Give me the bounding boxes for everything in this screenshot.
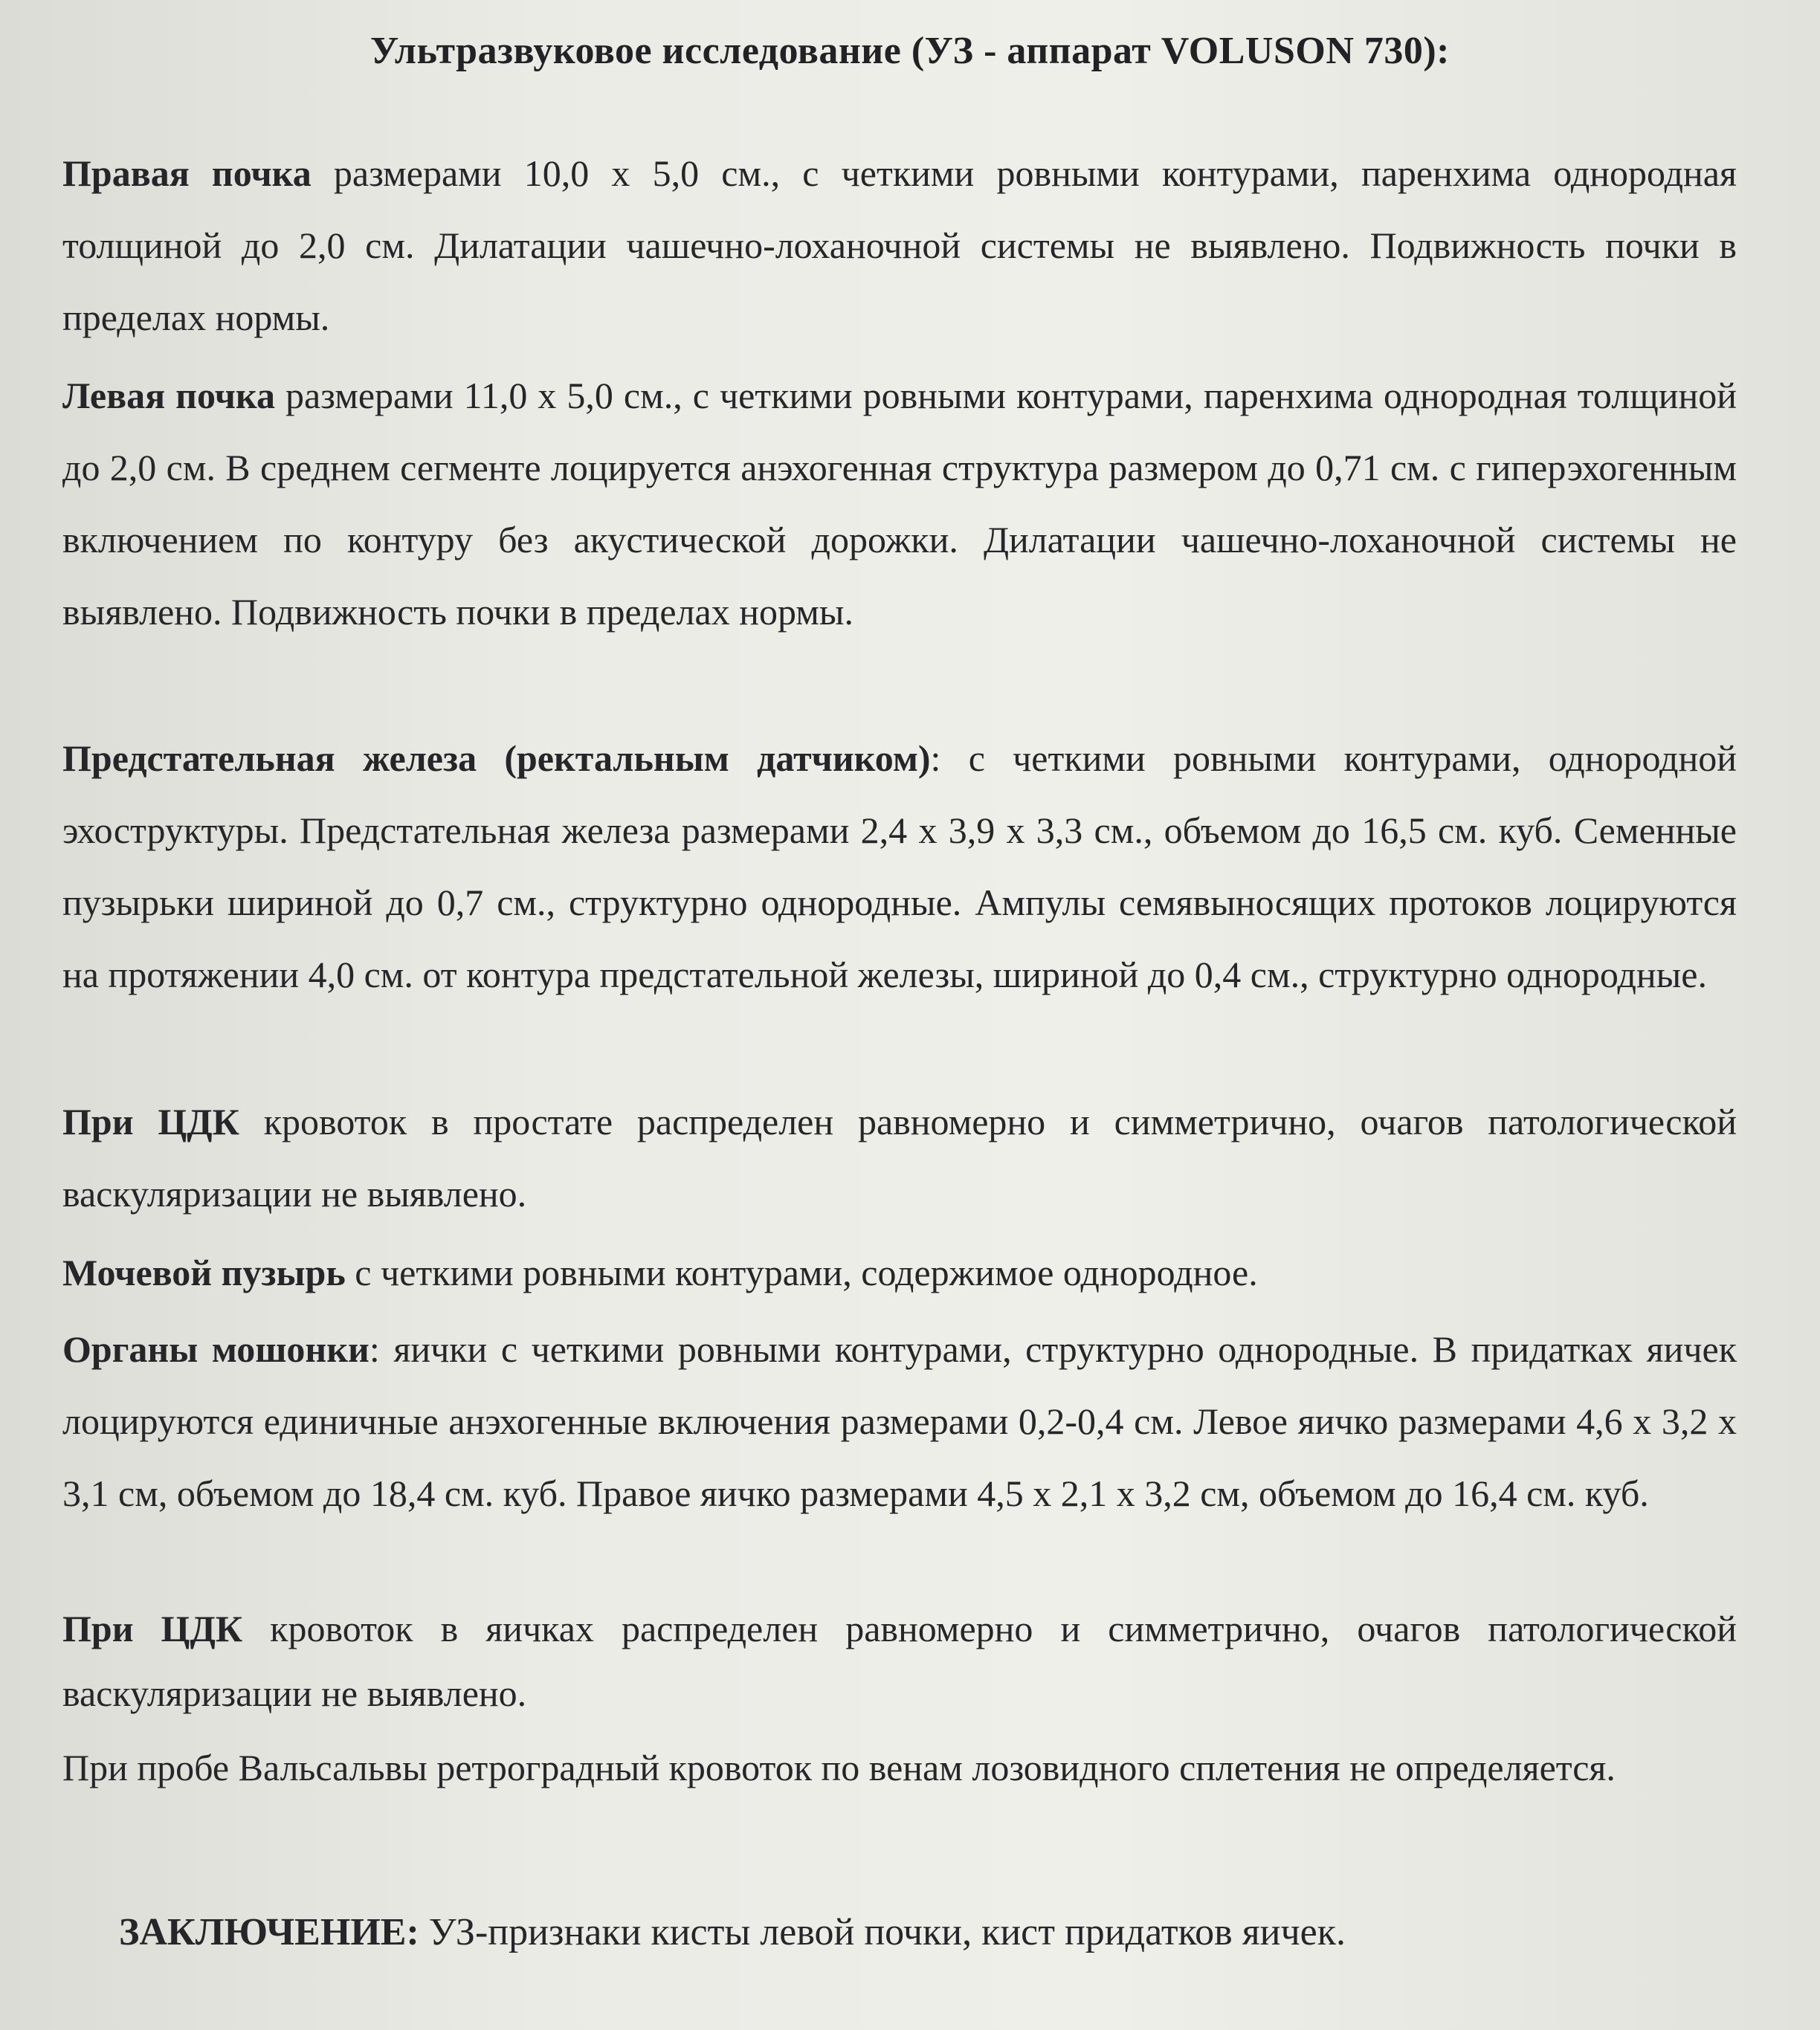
conclusion-text: УЗ-признаки кисты левой почки, кист придатков яичек. [419,1911,1346,1953]
section-separator [312,152,334,194]
section-body: кровоток в яичках распределен равномерно и симметрично, очагов патологической васкуляризации не выявлено. [62,1608,1737,1714]
section-separator [242,1608,270,1649]
section-heading: Предстательная железа (ректальным датчиком) [62,737,931,779]
section-separator [346,1252,355,1293]
section-heading: Левая почка [62,375,275,416]
section-heading: При ЦДК [62,1101,239,1142]
section-separator: : [369,1328,394,1370]
section-body: размерами 11,0 х 5,0 см., с четкими ровными контурами, паренхима однородная толщиной до 2,0 см. В среднем сегменте лоцируется анэхогенная структура размером до 0,71 см. с гиперэхогенным включением по контуру без акустической дорожки. Дилатации чашечно-лоханочной системы не выявлено. Подвижность почки в пределах нормы. [62,375,1737,633]
section-testes-doppler [62,1597,1737,1726]
section-body: размерами 10,0 х 5,0 см., с четкими ровными контурами, паренхима однородная толщиной до 2,0 см. Дилатации чашечно-лоханочной системы не выявлено. Подвижность почки в пределах нормы. [62,152,1737,338]
section-separator: : [930,737,969,779]
conclusion-label: ЗАКЛЮЧЕНИЕ: [119,1911,419,1953]
section-heading: Правая почка [62,152,312,194]
section-heading: Органы мошонки [62,1328,370,1370]
section-scrotum [62,1313,1737,1530]
section-prostate [62,723,1737,1011]
section-bladder [62,1237,1737,1309]
section-left-kidney [62,360,1737,648]
section-body: кровоток в простате распределен равномерно и симметрично, очагов патологической васкуляризации не выявлено. [62,1101,1737,1215]
section-body: с четкими ровными контурами, однородной эхоструктуры. Предстательная железа размерами 2,4 х 3,9 х 3,3 см., объемом до 16,5 см. куб. Семенные пузырьки шириной до 0,7 см., структурно однородные. Ампулы семявыносящих протоков лоцируются на протяжении 4,0 см. от контура предстательной железы, шириной до 0,4 см., структурно однородные. [62,737,1737,995]
section-valsalva [62,1736,1737,1800]
section-body: с четкими ровными контурами, содержимое однородное. [355,1252,1258,1293]
section-separator [239,1101,264,1142]
section-heading: При ЦДК [62,1608,243,1649]
section-right-kidney [62,138,1737,354]
section-prostate-doppler [62,1086,1737,1230]
section-heading: Мочевой пузырь [62,1252,346,1293]
section-separator [275,375,285,416]
section-body: При пробе Вальсальвы ретроградный кровоток по венам лозовидного сплетения не определяется. [62,1747,1616,1788]
section-body: яички с четкими ровными контурами, структурно однородные. В придатках яичек лоцируются единичные анэхогенные включения размерами 0,2-0,4 см. Левое яичко размерами 4,6 х 3,2 х 3,1 см, объемом до 18,4 см. куб. Правое яичко размерами 4,5 х 2,1 х 3,2 см, объемом до 16,4 см. куб. [62,1328,1737,1514]
document-title: Ультразвуковое исследование (УЗ - аппарат VOLUSON 730): [370,30,1450,72]
conclusion [119,1903,1755,1962]
